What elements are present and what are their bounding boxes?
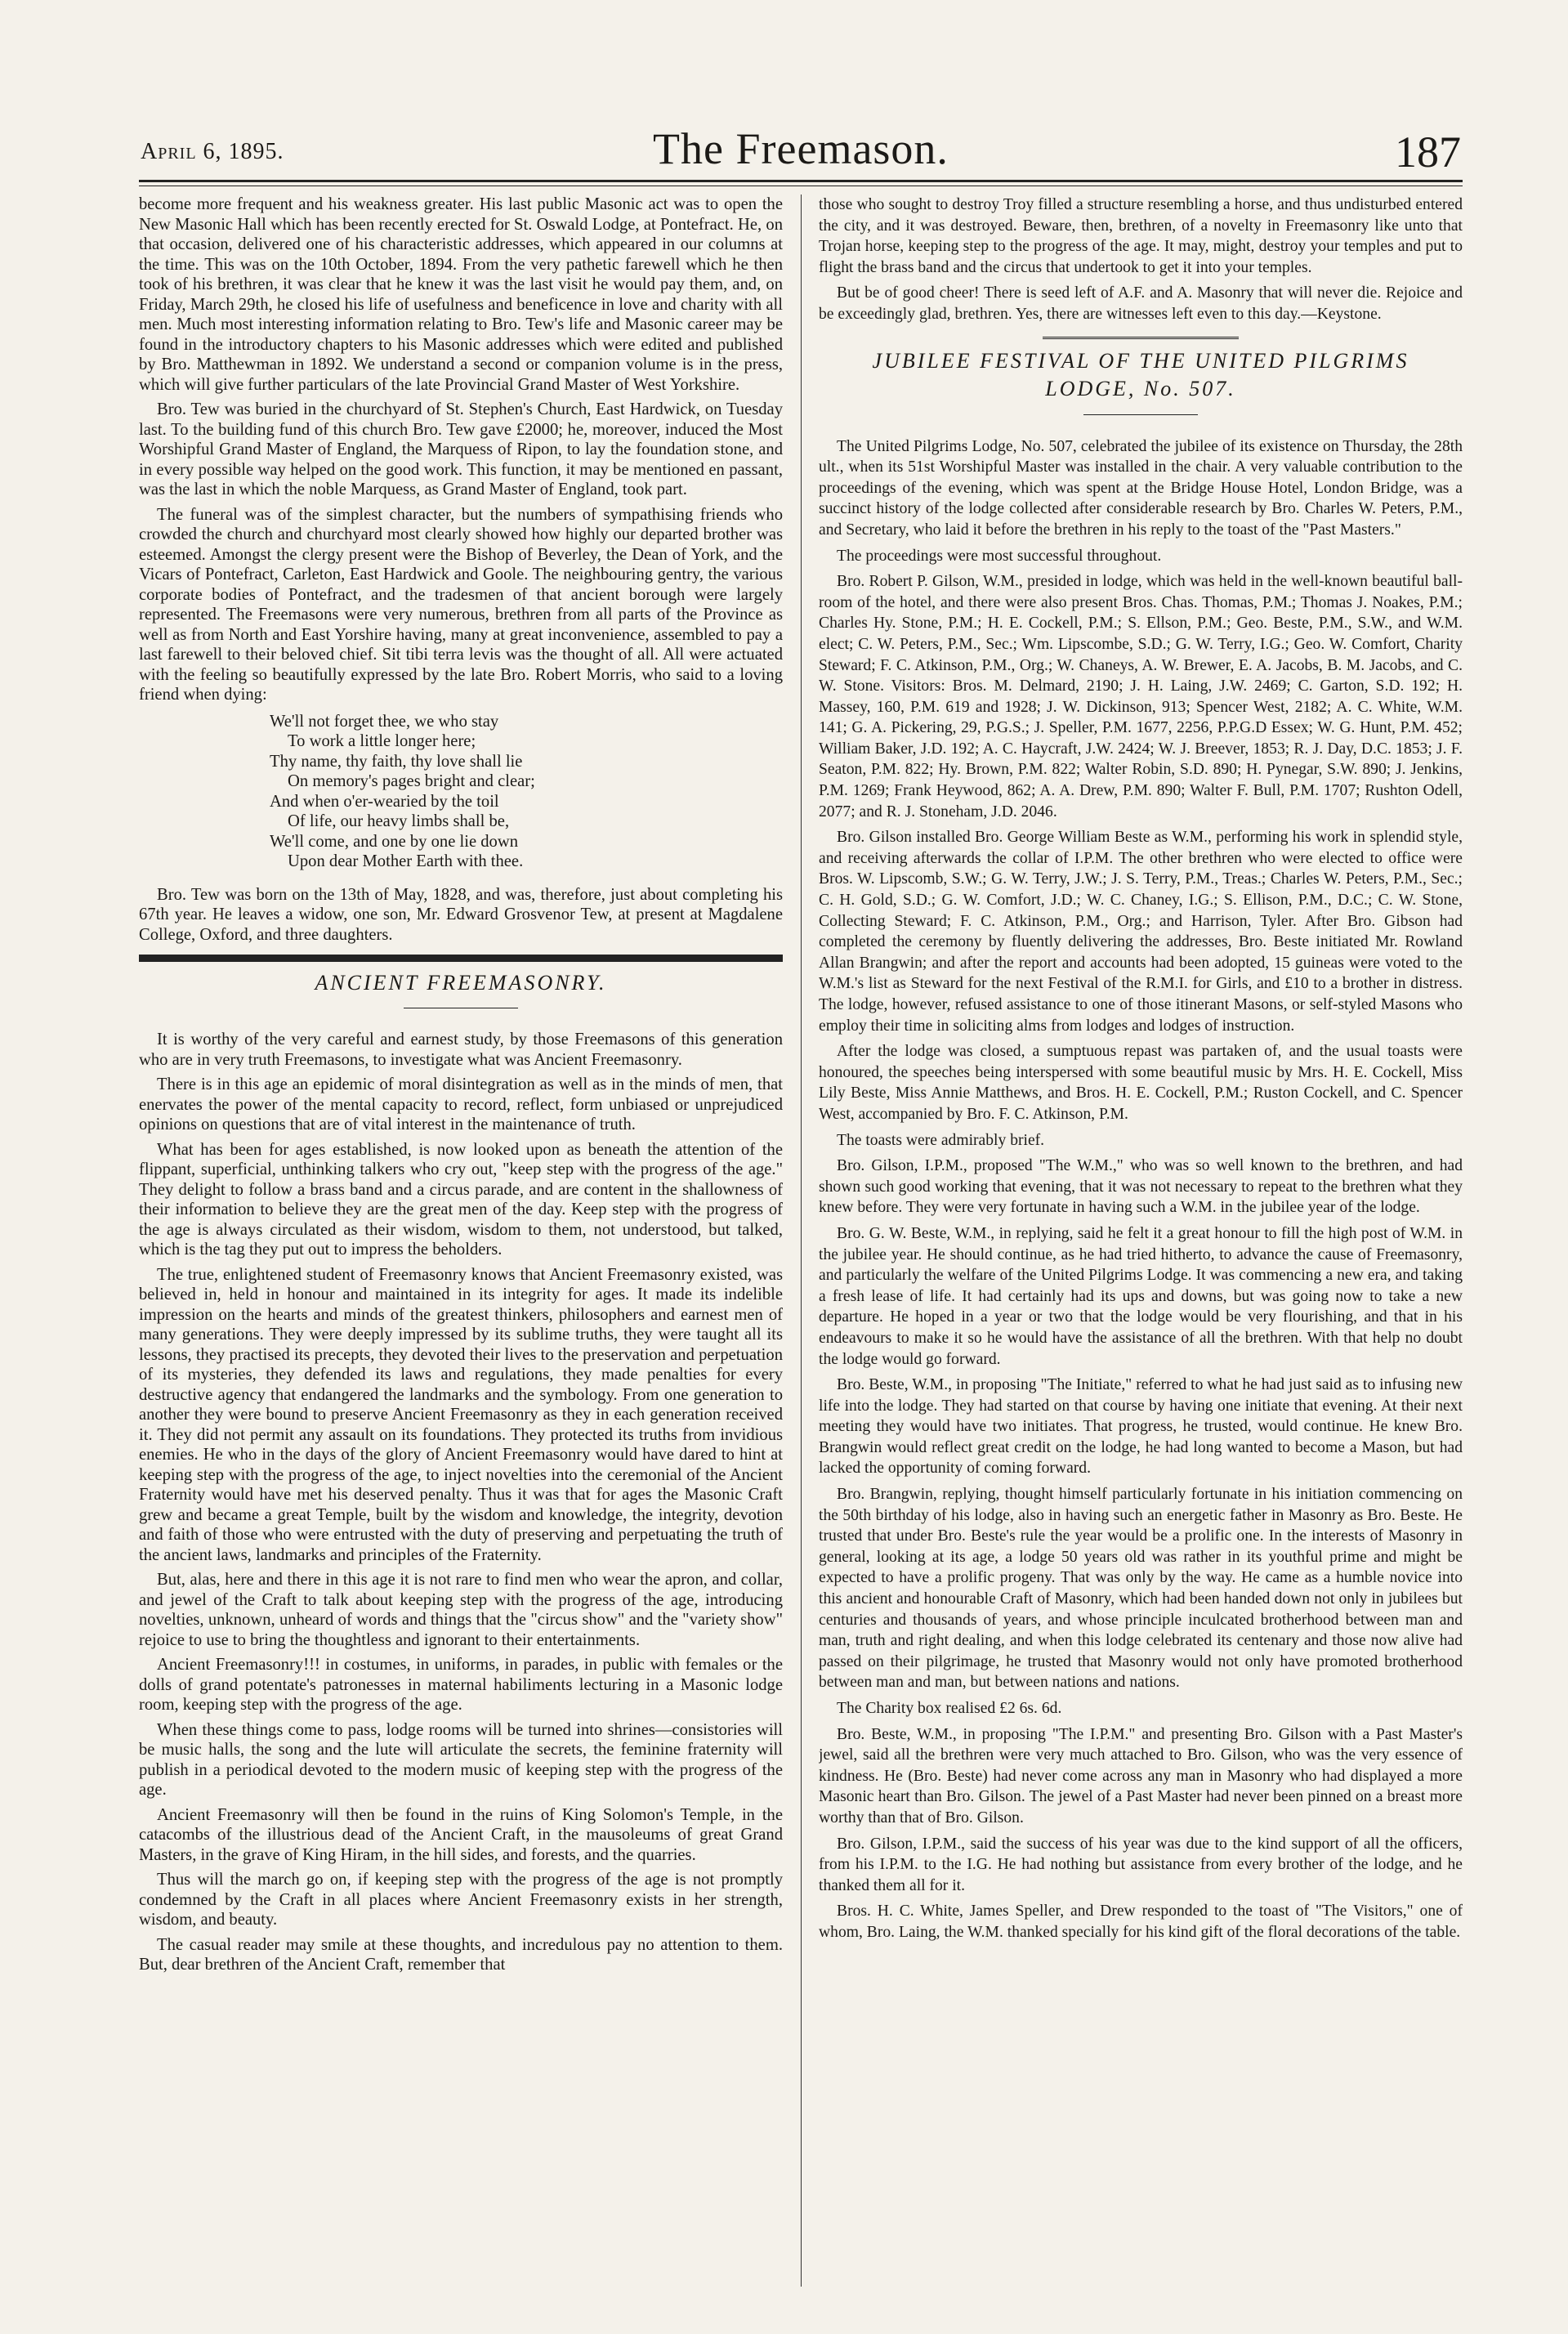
obituary-paragraph: become more frequent and his weakness greater. His last public Masonic act was to open the New Masonic Hall which has been recently erected for St. Oswald Lodge, at Pontefract. He, on that occasion, delivered one of his characteristic addresses, which appeared in our columns at the time. This was on the 10th October, 1894. From the very pathetic farewell which he then took of his brethren, it was clear that he knew it was the last visit he would pay them, and, on Friday, March 29th, he closed his life of usefulness and beneficence in love and charity with all men. Much most interesting information relating to Bro. Tew's life and Masonic career may be found in the introductory chapters to his Masonic addresses which were edited and published by Bro. Matthewman in 1892. We understand a second or companion volume is in the press, which will give further particulars of the late Provincial Grand Master of West Yorkshire.: [139, 195, 783, 394]
article-paragraph: There is in this age an epidemic of moral disintegration as well as in the minds of men, that enervates the power of the mental capacity to record, reflect, form unbiased or unprejudiced opinions on questions that are of vital interest in the maintenance of truth.: [139, 1075, 783, 1133]
article-paragraph: It is worthy of the very careful and earnest study, by those Freemasons of this generation who are in very truth Freemasons, to investigate what was Ancient Freemasonry.: [139, 1031, 783, 1069]
report-paragraph: The United Pilgrims Lodge, No. 507, celebrated the jubilee of its existence on Thursday, the 28th ult., when its 51st Worshipful Master was installed in the chair. A very valuable contribution to the proceedings of the evening, which was spent at the Bridge House Hotel, London Bridge, was a succinct history of the lodge collected after considerable research by Bro. Charles W. Peters, P.M., and Secretary, who laid it before the brethren in his reply to the toast of the "Past Masters.": [819, 437, 1463, 539]
poem-line: On memory's pages bright and clear;: [288, 772, 535, 790]
report-paragraph: Bro. Brangwin, replying, thought himself particularly fortunate in his initiation commencing on the 50th birthday of his lodge, also in having such an energetic father in Masonry as Bro. Beste. He trusted that under Bro. Beste's rule the year would be a prolific one. In the interests of Masonry in general, looking at its age, a lodge 50 years old was rather in its youthful prime and might be expected to have a prolific progeny. That was only by the way. He came as a humble novice into this ancient and honourable Craft of Masonry, which had been handed down not only in jubilees but centuries and thousands of years, and whose principle inculcated brotherhood between man and man, truth and right dealing, and when this lodge celebrated its centenary and those now alive had passed on their pilgrimage, he trusted that Masonry would not only have promoted brotherhood between man and man, but between nations and nations.: [819, 1486, 1463, 1692]
issue-date: April 6, 1895.: [141, 139, 284, 164]
article-paragraph: Thus will the march go on, if keeping step with the progress of the age is not promptly condemned by the Craft in all places where Ancient Freemasonry exists in her strength, wisdom, and beauty.: [139, 1871, 783, 1929]
poem-line: Upon dear Mother Earth with thee.: [288, 852, 524, 870]
page-number: 187: [1395, 127, 1461, 177]
page-header: [139, 123, 1463, 180]
header-rule: [139, 180, 1463, 186]
report-paragraph: Bro. Beste, W.M., in proposing "The Initiate," referred to what he had just said as to infusing new life into the lodge. They had started on that course by having one initiate that evening. At their next meeting they would have two initiates. That progress, he trusted, would continue. He knew Bro. Brangwin would reflect great credit on the lodge, he had long wanted to become a Mason, but had lacked the opportunity of coming forward.: [819, 1376, 1463, 1478]
article-columns: [139, 194, 1463, 2303]
section-divider: [1043, 337, 1239, 339]
obituary-paragraph: The funeral was of the simplest character, but the numbers of sympathising friends who crowded the church and churchyard most clearly showed how highly our departed brother was esteemed. Amongst the clergy present were the Bishop of Beverley, the Dean of York, and the Vicars of Pontefract, Carleton, East Hardwick and Goole. The neighbouring gentry, the various corporate bodies of Pontefract, and the tradesmen of that ancient borough were largely represented. The Freemasons were very numerous, brethren from all parts of the Province as well as from North and East Yorshire having, many at great inconvenience, assembled to pay a last farewell to their beloved chief. Sit tibi terra levis was the thought of all. All were actuated with the feeling so beautifully expressed by the late Bro. Robert Morris, who said to a loving friend when dying:: [139, 505, 783, 704]
heading-line: JUBILEE FESTIVAL OF THE UNITED PILGRIMS: [872, 348, 1409, 373]
report-paragraph: The proceedings were most successful throughout.: [837, 547, 1162, 565]
article-paragraph: But, alas, here and there in this age it is not rare to find men who wear the apron, and collar, and jewel of the Craft to talk about keeping step with the progress of the age, introducing novelties, unknown, unheard of words and things that the "circus show" and the "variety show" rejoice to use to bring the thoughtless and ignorant to their entertainments.: [139, 1571, 783, 1649]
poem-line: Of life, our heavy limbs shall be,: [288, 812, 510, 830]
right-column: [819, 194, 1463, 2303]
article-paragraph: The casual reader may smile at these thoughts, and incredulous pay no attention to them. But, dear brethren of the Ancient Craft, remember that: [139, 1935, 783, 1974]
article-paragraph: Ancient Freemasonry will then be found in the ruins of King Solomon's Temple, in the catacombs of the illustrious dead of the Ancient Craft, in the mausoleums of great Grand Masters, in the grave of King Hiram, in the hill sides, and forests, and the quarries.: [139, 1805, 783, 1864]
report-paragraph: Bro. Gilson installed Bro. George William Beste as W.M., performing his work in splendid style, and receiving afterwards the collar of I.P.M. The other brethren who were elected to office were Bros. W. Lipscomb, S.W.; G. W. Terry, J.W.; J. S. Terry, P.M., Treas.; Charles W. Peters, P.M., Sec.; C. H. Gold, S.D.; G. W. Comfort, J.D.; W. C. Chaney, I.G.; S. Ellison, P.M., D.C.; C. W. Stone, Collecting Steward; F. C. Atkinson, P.M., Org.; and Harrison, Tyler. After Bro. Gibson had completed the ceremony by fluently delivering the addresses, Bro. Beste initiated Mr. Rowland Allan Brangwin; and after the report and accounts had been adopted, 15 guineas were voted to the W.M.'s list as Steward for the next Festival of the R.M.I. for Girls, and £10 to a brother in distress. The lodge, however, refused assistance to one of those itinerant Masons, or self-styled Masons who employ their time in soliciting alms from lodges and lodges of instruction.: [819, 829, 1463, 1035]
obituary-paragraph: Bro. Tew was buried in the churchyard of St. Stephen's Church, East Hardwick, on Tuesday last. To the building fund of this church Bro. Tew gave £2000; he, moreover, induced the Most Worshipful Grand Master of England, the Marquess of Ripon, to lay the foundation stone, and in every possible way helped on the good work. This function, it may be mentioned en passant, was the last in which the noble Marquess, as Grand Master of England, took part.: [139, 400, 783, 499]
section-divider: [139, 955, 783, 962]
article-paragraph: But be of good cheer! There is seed left of A.F. and A. Masonry that will never die. Rejoice and be exceedingly glad, brethren. Yes, there are witnesses left even to this day.—Keystone.: [819, 284, 1463, 323]
report-paragraph: Bro. Robert P. Gilson, W.M., presided in lodge, which was held in the well-known beautiful ball-room of the hotel, and there were also present Bros. Chas. Thomas, P.M.; Thomas J. Noakes, P.M.; Charles Hy. Stone, P.M.; H. E. Cockell, P.M.; S. Ellson, P.M.; Geo. Beste, P.M., S.W., and W.M. elect; C. W. Peters, P.M., Sec.; Wm. Lipscombe, S.D.; G. W. Terry, I.G.; Geo. W. Comfort, Charity Steward; F. C. Atkinson, P.M., Org.; W. Chaneys, A. W. Brewer, E. A. Jacobs, B. M. Jacobs, and C. W. Stone. Visitors: Bros. M. Delmard, 2190; J. H. Laing, J.W. 2469; C. Garton, S.D. 192; H. Massey, 160, P.M. 619 and 1928; J. W. Dickinson, 913; Spencer West, 2182; A. C. White, W.M. 141; G. A. Pickering, 29, P.G.S.; J. Speller, P.M. 1677, 2256, P.P.G.D Essex; W. G. Hunt, P.M. 452; William Baker, J.D. 192; A. C. Haycraft, J.W. 2424; W. J. Breever, 1853; R. J. Day, D.C. 1853; J. F. Seaton, P.M. 822; Hy. Brown, P.M. 822; Walter Robin, S.D. 890; H. Pynegar, S.W. 890; J. Jenkins, P.M. 1269; Frank Heywood, 862; A. A. Drew, P.M. 890; Walter F. Bull, P.M. 1707; Rushton Odell, 2077; and R. J. Stoneham, J.D. 2046.: [819, 573, 1463, 820]
report-paragraph: Bros. H. C. White, James Speller, and Drew responded to the toast of "The Visitors," one of whom, Bro. Laing, the W.M. thanked specially for his kind gift of the floral decorations of the table.: [819, 1903, 1463, 1941]
poem-line: To work a little longer here;: [288, 732, 476, 750]
heading-underline: [1083, 414, 1198, 415]
article-paragraph: What has been for ages established, is now looked upon as beneath the attention of the flippant, superficial, unthinking talkers who cry out, "keep step with the progress of the age." They delight to follow a brass band and a circus parade, and are content in the shallowness of their information to believe they are the great men of the day. Keep step with the progress of the age is always circulated as their wisdom, wisdom to them, not understood, but talked, which is the tag they put out to impress the beholders.: [139, 1140, 783, 1259]
left-column: [139, 194, 783, 2303]
report-paragraph: Bro. Gilson, I.P.M., proposed "The W.M.," who was so well known to the brethren, and had shown such good working that evening, that it was not necessary to repeat to the brethren what they knew before. They were very fortunate in having such a W.M. in the jubilee year of the lodge.: [819, 1157, 1463, 1217]
article-heading-ancient-freemasonry: ANCIENT FREEMASONRY.: [315, 971, 607, 995]
article-paragraph: Ancient Freemasonry!!! in costumes, in uniforms, in parades, in public with females or the dolls of grand potentate's patronesses in maternal habiliments lecturing in a Masonic lodge room, keeping step with the progress of the age.: [139, 1656, 783, 1714]
report-paragraph: Bro. Gilson, I.P.M., said the success of his year was due to the kind support of all the officers, from his I.P.M. to the I.G. He had nothing but assistance from every brother of the lodge, and he thanked them all for it.: [819, 1835, 1463, 1894]
report-paragraph: The toasts were admirably brief.: [837, 1131, 1045, 1149]
report-paragraph: Bro. Beste, W.M., in proposing "The I.P.M." and presenting Bro. Gilson with a Past Master's jewel, said all the brethren were very much attached to Bro. Gilson, who was the very essence of kindness. He (Bro. Beste) had never come across any man in Masonry who had displayed a more Masonic heart than Bro. Gilson. The jewel of a Past Master had never been pinned on a breast more worthy than that of Bro. Gilson.: [819, 1725, 1463, 1827]
article-heading-jubilee-festival: [819, 347, 1463, 403]
poem-line: Thy name, thy faith, thy love shall lie: [270, 752, 523, 771]
memorial-poem: [270, 712, 783, 872]
newspaper-page: [139, 123, 1463, 2296]
report-paragraph: The Charity box realised £2 6s. 6d.: [837, 1700, 1062, 1717]
poem-line: And when o'er-wearied by the toil: [270, 792, 499, 811]
heading-line: LODGE, No. 507.: [1045, 376, 1236, 400]
poem-line: We'll come, and one by one lie down: [270, 832, 519, 851]
article-paragraph: those who sought to destroy Troy filled a structure resembling a horse, and thus undisturbed entered the city, and it was destroyed. Beware, then, brethren, of a novelty in Freemasonry like unto that Trojan horse, keeping step to the progress of the age. It may, might, destroy your temples and put to flight the brass band and the circus that undertook to get it into your temples.: [819, 196, 1463, 276]
poem-line: We'll not forget thee, we who stay: [270, 712, 499, 731]
report-paragraph: Bro. G. W. Beste, W.M., in replying, said he felt it a great honour to fill the high post of W.M. in the jubilee year. He should continue, as he had tried hitherto, to advance the cause of Freemasonry, and particularly the welfare of the United Pilgrims Lodge. It was commencing a new era, and taking a fresh lease of life. It had certainly had its ups and downs, but was going now to take a new departure. He hoped in a year or two that the lodge would be very flourishing, and that in his endeavours to make it so he would have the assistance of all the brethren. With that help no doubt the lodge would go forward.: [819, 1224, 1463, 1368]
report-paragraph: After the lodge was closed, a sumptuous repast was partaken of, and the usual toasts were honoured, the speeches being interspersed with some beautiful music by Mrs. H. E. Cockell, Miss Lily Beste, Miss Annie Matthews, and Bros. H. E. Cockell, P.M.; Ruston Cockell, and C. Spencer West, accompanied by Bro. F. C. Atkinson, P.M.: [819, 1043, 1463, 1123]
column-divider: [801, 194, 802, 2287]
article-paragraph: When these things come to pass, lodge rooms will be turned into shrines—consistories will be music halls, the song and the lute will articulate the secrets, the feminine fraternity will publish in a periodical devoted to the modern music of keeping step with the progress of the age.: [139, 1720, 783, 1799]
article-paragraph: The true, enlightened student of Freemasonry knows that Ancient Freemasonry existed, was believed in, held in honour and maintained in its integrity for ages. It made its indelible impression on the hearts and minds of the greatest thinkers, philosophers and earnest men of many generations. They were deeply impressed by its sublime truths, they were taught all its lessons, they practised its precepts, they devoted their lives to the preservation and perpetuation of its mysteries, they defended its laws and regulations, they made penalties for every destructive agency that endangered the landmarks and the symbology. From one generation to another they were bound to preserve Ancient Freemasonry as they in each generation received it. They did not permit any assault on its foundations. They protected its truths from invidious enemies. He who in the days of the glory of Ancient Freemasonry would have dared to hint at keeping step with the progress of the age, to inject novelties into the ceremonial of the Ancient Fraternity would have met his deserved penalty. Thus it was that for ages the Masonic Craft grew and became a great Temple, built by the wisdom and knowledge, the integrity, devotion and faith of those who were entrusted with the duty of preserving and perpetuating the truth of the ancient laws, landmarks and principles of the Fraternity.: [139, 1265, 783, 1564]
obituary-paragraph: Bro. Tew was born on the 13th of May, 1828, and was, therefore, just about completing his 67th year. He leaves a widow, one son, Mr. Edward Grosvenor Tew, at present at Magdalene College, Oxford, and three daughters.: [139, 885, 783, 944]
masthead-title: The Freemason.: [653, 124, 949, 173]
